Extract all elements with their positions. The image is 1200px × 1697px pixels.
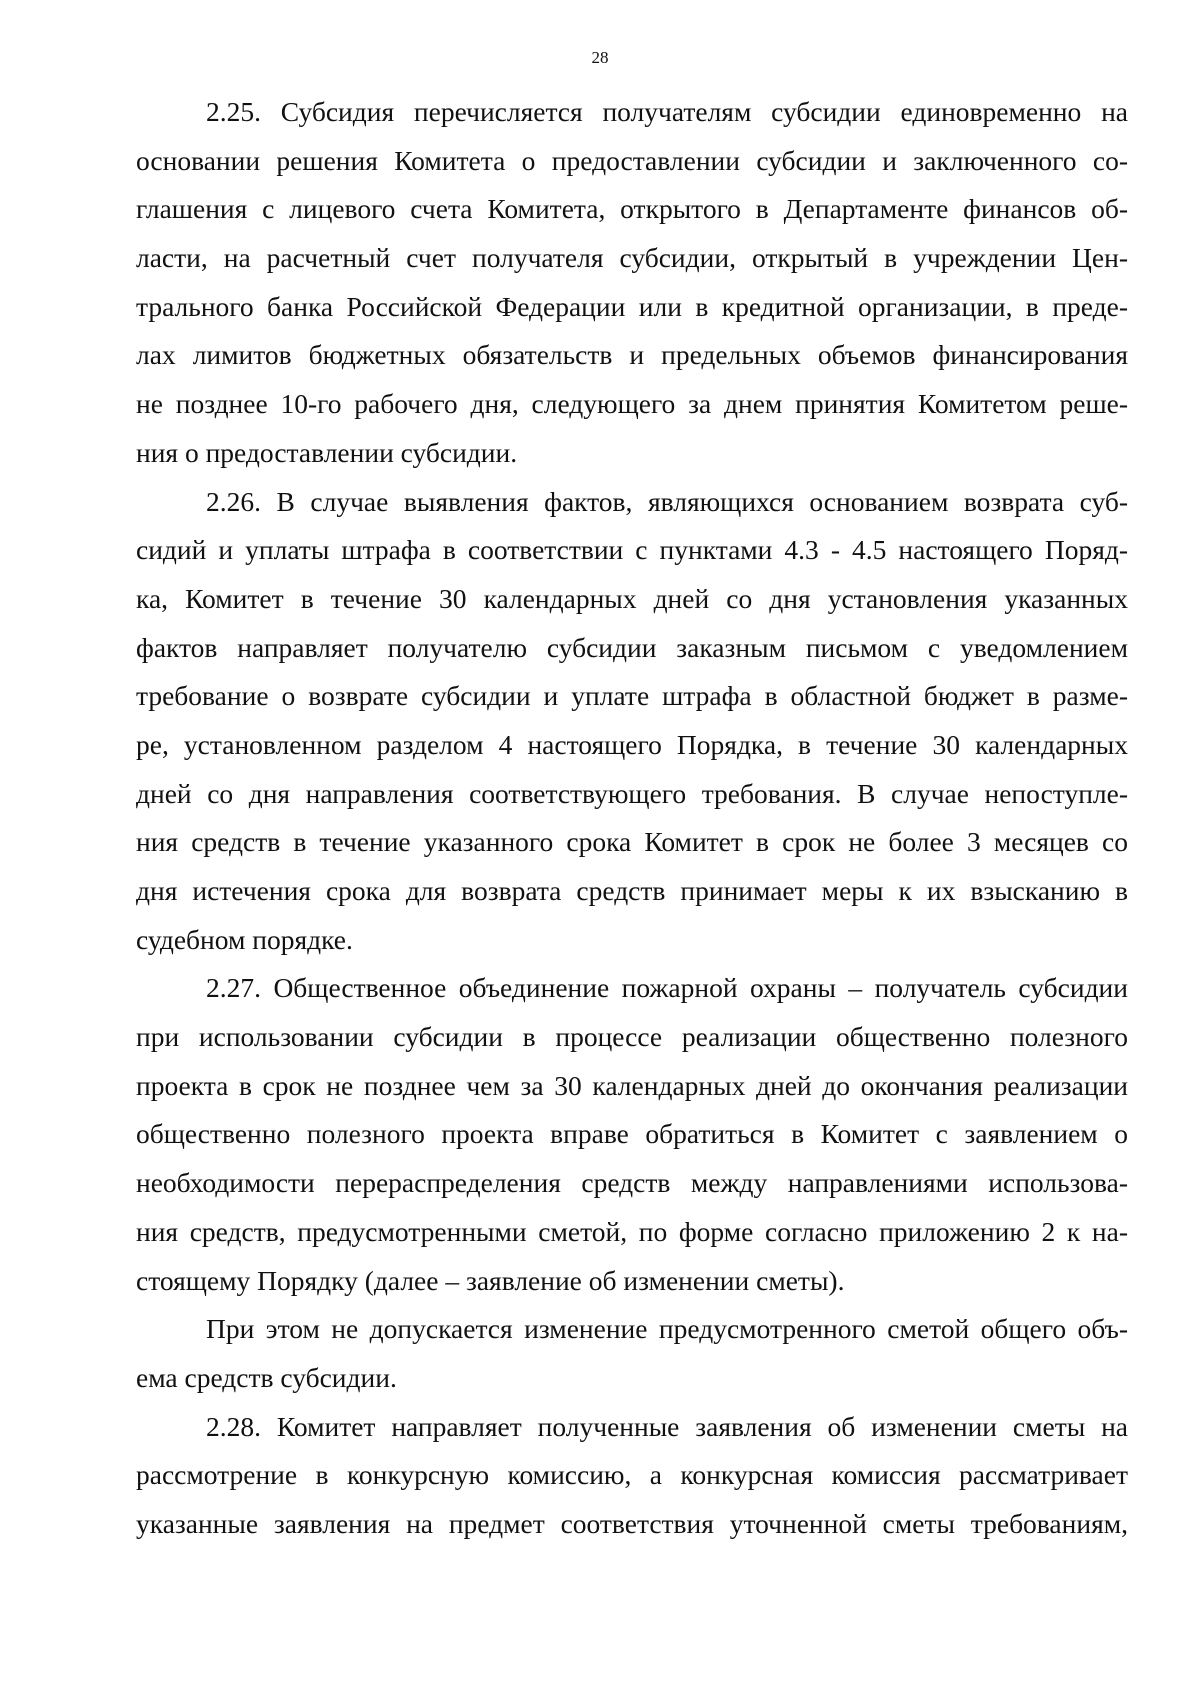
text-line: проекта в срок не позднее чем за 30 календарных дней до окончания реализации: [136, 1069, 1128, 1101]
page-number: 28: [591, 48, 609, 67]
text-line: ласти, на расчетный счет получателя субсидии, открытый в учреждении Цен-: [136, 242, 1128, 274]
document-body: [136, 88, 1128, 1549]
paragraph-2-25: [136, 88, 1128, 478]
text-line: при использовании субсидии в процессе реализации общественно полезного: [136, 1021, 1128, 1053]
text-line: 2.28. Комитет направляет полученные заявления об изменении сметы на: [206, 1410, 1128, 1442]
text-line: дня истечения срока для возврата средств принимает меры к их взысканию в: [136, 875, 1128, 906]
text-line: 2.25. Субсидия перечисляется получателям субсидии единовременно на: [206, 96, 1128, 127]
text-line: глашения с лицевого счета Комитета, открытого в Департаменте финансов об-: [136, 193, 1128, 225]
text-line: основании решения Комитета о предоставлении субсидии и заключенного со-: [136, 144, 1128, 176]
text-line: судебном порядке.: [136, 923, 353, 955]
text-line: ема средств субсидии.: [136, 1361, 397, 1393]
text-line: 2.27. Общественное объединение пожарной охраны – получатель субсидии: [206, 972, 1128, 1004]
paragraph-2-27: [136, 964, 1128, 1305]
paragraph-2-27-continuation: [136, 1305, 1128, 1402]
paragraph-2-26: [136, 478, 1128, 965]
text-line: стоящему Порядку (далее – заявление об изменении сметы).: [136, 1264, 845, 1296]
text-line: требование о возврате субсидии и уплате штрафа в областной бюджет в разме-: [136, 680, 1128, 712]
text-line: сидий и уплаты штрафа в соответствии с пунктами 4.3 - 4.5 настоящего Поряд-: [136, 534, 1128, 566]
text-line: необходимости перераспределения средств между направлениями использова-: [136, 1167, 1128, 1199]
text-line: При этом не допускается изменение предусмотренного сметой общего объ-: [206, 1313, 1128, 1345]
text-line: ния средств, предусмотренными сметой, по форме согласно приложению 2 к на-: [136, 1215, 1128, 1247]
text-line: 2.26. В случае выявления фактов, являющихся основанием возврата суб-: [206, 485, 1128, 517]
paragraph-2-28: [136, 1403, 1128, 1549]
text-line: ка, Комитет в течение 30 календарных дней со дня установления указанных: [136, 582, 1128, 614]
text-line: ре, установленном разделом 4 настоящего Порядка, в течение 30 календарных: [136, 728, 1128, 760]
text-line: трального банка Российской Федерации или в кредитной организации, в преде-: [136, 290, 1128, 322]
text-line: не позднее 10-го рабочего дня, следующего за днем принятия Комитетом реше-: [136, 388, 1128, 420]
text-line: лах лимитов бюджетных обязательств и предельных объемов финансирования: [136, 339, 1128, 371]
text-line: указанные заявления на предмет соответствия уточненной сметы требованиям,: [136, 1507, 1128, 1539]
text-line: дней со дня направления соответствующего требования. В случае непоступле-: [136, 777, 1128, 809]
text-line: фактов направляет получателю субсидии заказным письмом с уведомлением: [136, 631, 1128, 663]
text-line: ния о предоставлении субсидии.: [136, 436, 518, 468]
text-line: рассмотрение в конкурсную комиссию, а конкурсная комиссия рассматривает: [136, 1459, 1128, 1491]
text-line: общественно полезного проекта вправе обратиться в Комитет с заявлением о: [136, 1118, 1128, 1150]
text-line: ния средств в течение указанного срока Комитет в срок не более 3 месяцев со: [136, 826, 1128, 858]
